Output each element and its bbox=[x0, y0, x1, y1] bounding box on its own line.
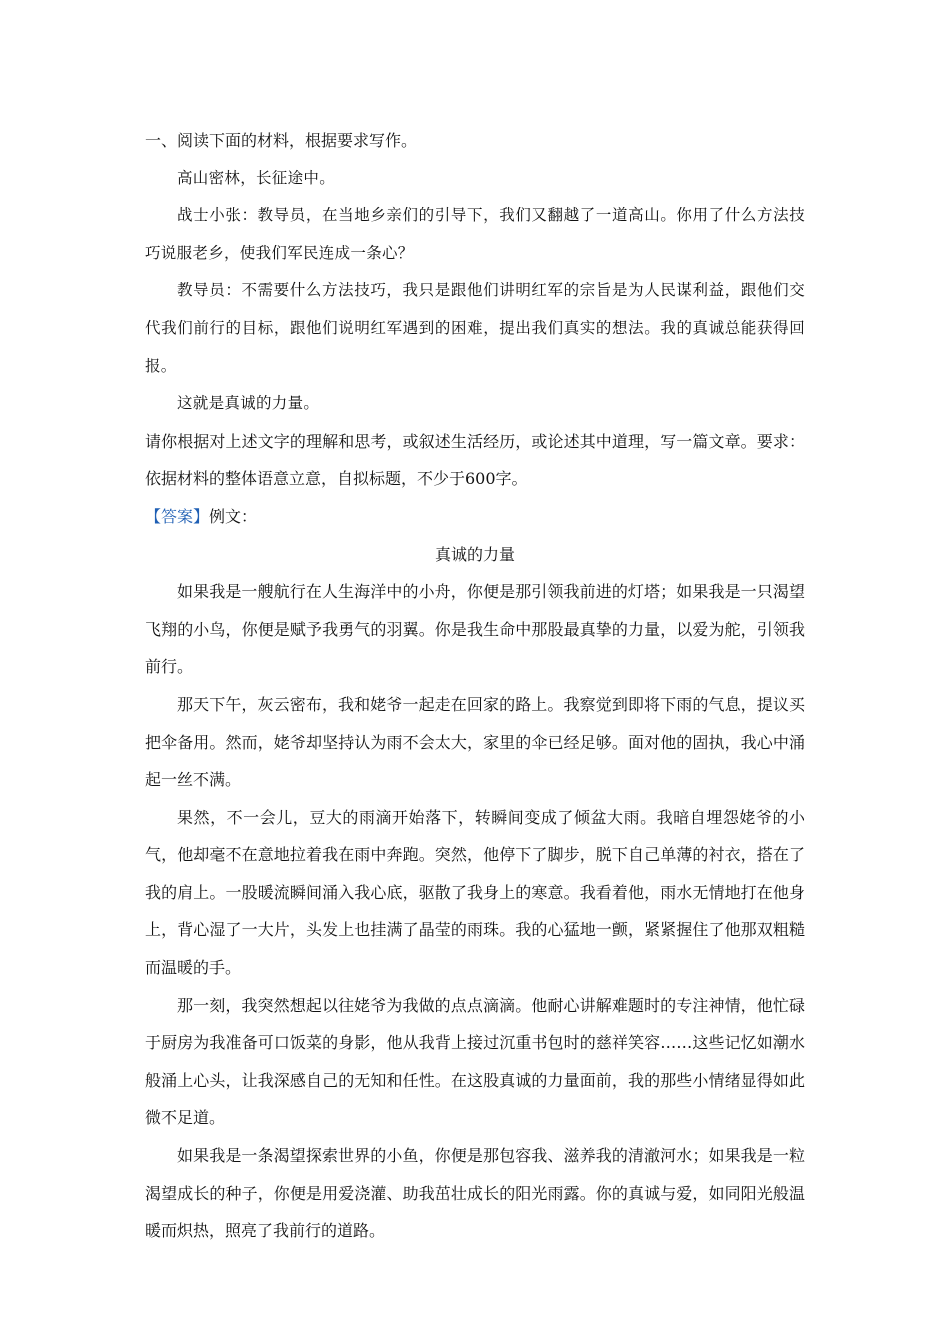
essay-paragraph: 果然，不一会儿，豆大的雨滴开始落下，转瞬间变成了倾盆大雨。我暗自埋怨姥爷的小气，他却毫不在意地拉着我在雨中奔跑。突然，他停下了脚步，脱下自己单薄的衬衣，搭在了我的肩上。一股暖流瞬间涌入我心底，驱散了我身上的寒意。我看着他，雨水无情地打在他身上，背心湿了一大片，头发上也挂满了晶莹的雨珠。我的心猛地一颤，紧紧握住了他那双粗糙而温暖的手。 bbox=[145, 807, 805, 978]
answer-label: 例文： bbox=[209, 506, 258, 526]
answer-tag: 【答案】 bbox=[145, 506, 210, 526]
essay-paragraph: 如果我是一艘航行在人生海洋中的小舟，你便是那引领我前进的灯塔；如果我是一只渴望飞翔的小鸟，你便是赋予我勇气的羽翼。你是我生命中那股最真挚的力量，以爱为舵，引领我前行。 bbox=[145, 582, 805, 677]
essay-paragraph: 那天下午，灰云密布，我和姥爷一起走在回家的路上。我察觉到即将下雨的气息，提议买把伞备用。然而，姥爷却坚持认为雨不会太大，家里的伞已经足够。面对他的固执，我心中涌起一丝不满。 bbox=[145, 694, 805, 790]
essay-paragraph: 如果我是一条渴望探索世界的小鱼，你便是那包容我、滋养我的清澈河水；如果我是一粒渴望成长的种子，你便是用爱浇灌、助我茁壮成长的阳光雨露。你的真诚与爱，如同阳光般温暖而炽热，照亮了我前行的道路。 bbox=[145, 1146, 805, 1241]
essay-title: 真诚的力量 bbox=[434, 544, 515, 564]
essay-paragraph: 那一刻，我突然想起以往姥爷为我做的点点滴滴。他耐心讲解难题时的专注神情，他忙碌于厨房为我准备可口饭菜的身影，他从我背上接过沉重书包时的慈祥笑容……这些记忆如潮水般涌上心头，让我深感自己的无知和任性。在这股真诚的力量面前，我的那些小情绪显得如此微不足道。 bbox=[145, 995, 805, 1128]
material-scene: 高山密林，长征途中。 bbox=[177, 168, 336, 187]
material-conclusion: 这就是真诚的力量。 bbox=[177, 394, 320, 413]
document-page bbox=[145, 122, 805, 1250]
material-soldier-line: 战士小张：教导员，在当地乡亲们的引导下，我们又翻越了一道高山。你用了什么方法技巧说服老乡，使我们军民连成一条心？ bbox=[145, 206, 805, 262]
question-prompt: 一、阅读下面的材料，根据要求写作。 bbox=[145, 131, 418, 150]
material-instructor-line: 教导员：不需要什么方法技巧，我只是跟他们讲明红军的宗旨是为人民谋利益，跟他们交代我们前行的目标，跟他们说明红军遇到的困难，提出我们真实的想法。我的真诚总能获得回报。 bbox=[145, 281, 805, 375]
answer-header bbox=[145, 498, 805, 536]
writing-requirement: 请你根据对上述文字的理解和思考，或叙述生活经历，或论述其中道理，写一篇文章。要求：依据材料的整体语意立意，自拟标题，不少于600字。 bbox=[145, 431, 805, 489]
